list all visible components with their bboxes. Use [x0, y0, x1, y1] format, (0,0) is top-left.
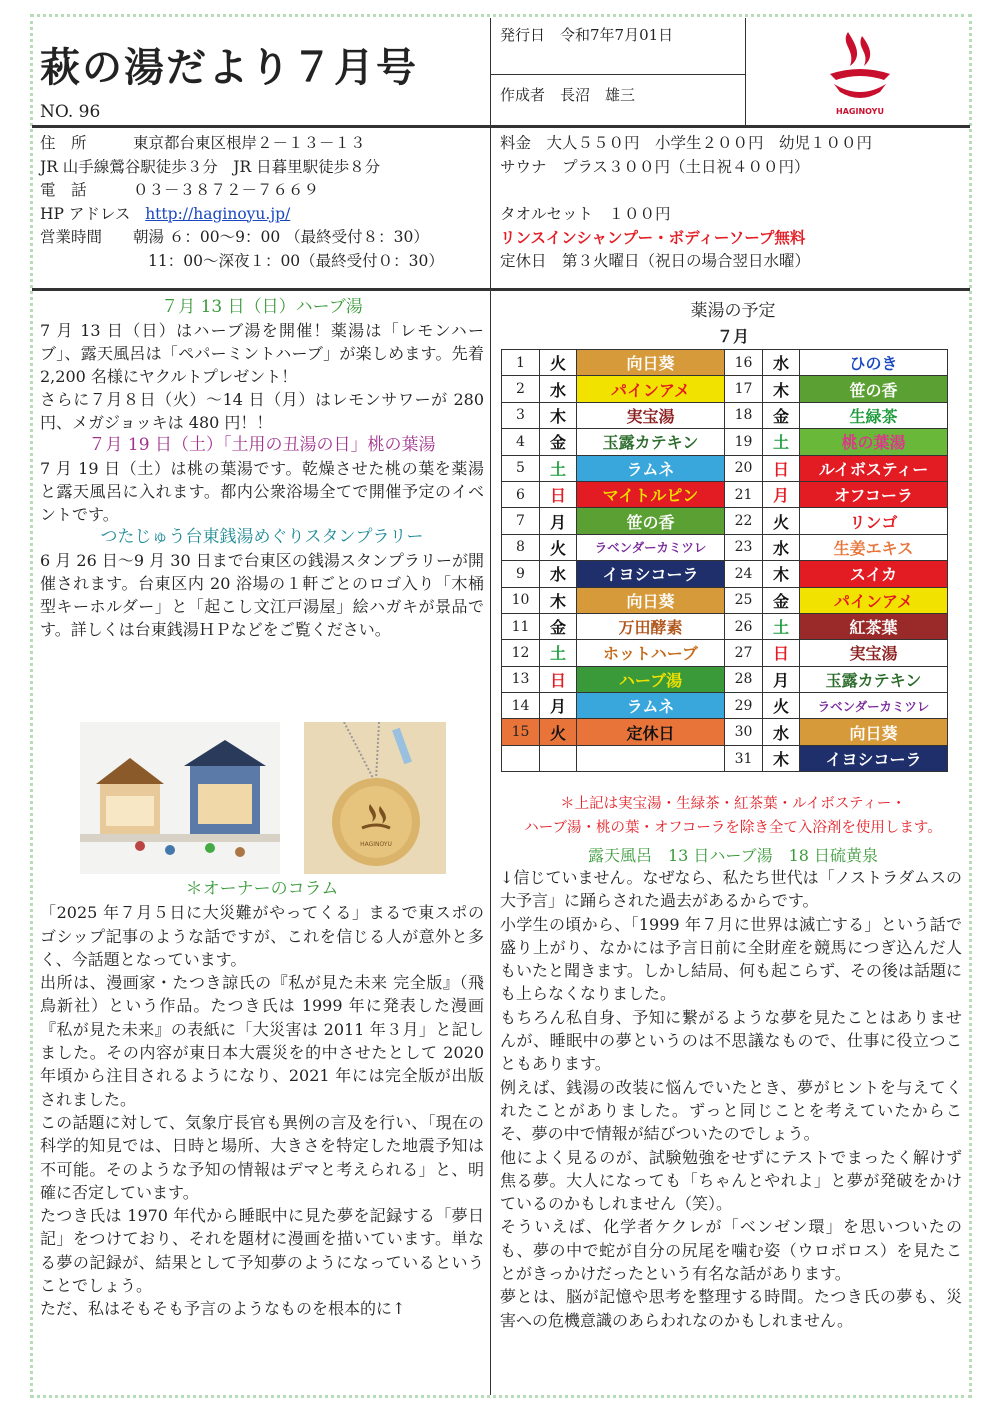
calendar-row [502, 693, 948, 719]
calendar-day-number: 15 [502, 719, 540, 745]
calendar-row [502, 429, 948, 455]
keychain-logo-text: HAGINOYU [360, 841, 392, 848]
calendar-row [502, 534, 948, 560]
calendar-row [502, 561, 948, 587]
calendar-note-2: ハーブ湯・桃の葉・オフコーラを除き全て入浴剤を使用します。 [524, 820, 942, 836]
calendar-empty-cell [502, 745, 540, 771]
newsletter-title: 萩の湯だより７月号 [40, 45, 418, 91]
column-paragraph: ↓信じていません。なぜなら、私たち世代は「ノストラダムスの大予言」に踊らされた過去があるからです。 [500, 868, 962, 911]
calendar-bath-item: ハーブ湯 [577, 666, 725, 692]
calendar-row [502, 587, 948, 613]
calendar-day-number: 11 [502, 613, 540, 639]
calendar-day-number: 20 [725, 455, 763, 481]
calendar-weekday: 金 [763, 587, 800, 613]
calendar-bath-item: 実宝湯 [577, 402, 725, 428]
column-paragraph: 小学生の頃から、「1999 年７月に世界は滅亡する」という話で盛り上がり、なかには予言日前に全財産を競馬につぎ込んだ人もいたと聞きます。しかし結局、何も起こらず、その後は話題にも上らなくなりました。 [500, 914, 962, 1004]
calendar-bath-item: 向日葵 [800, 719, 948, 745]
haginoyu-logo [820, 26, 900, 118]
calendar-bath-item: イヨシコーラ [800, 745, 948, 771]
calendar-bath-item: 玉露カテキン [800, 666, 948, 692]
calendar-bath-item: 向日葵 [577, 587, 725, 613]
holiday: 定休日 第３火曜日（祝日の場合翌日水曜） [500, 251, 811, 270]
calendar-day-number: 17 [725, 376, 763, 402]
calendar-bath-item: 紅茶葉 [800, 613, 948, 639]
calendar-row [502, 376, 948, 402]
herb-bath-text: 7 月 13 日（日）はハーブ湯を開催！薬湯は「レモンハーブ」、露天風呂は「ペパーミントハーブ」が楽しめます。先着 2,200 名様にヤクルトプレゼント！ [40, 321, 484, 386]
calendar-day-number: 22 [725, 508, 763, 534]
outdoor-bath-schedule: 露天風呂 13 日ハーブ湯 18 日硫黄泉 [587, 846, 879, 865]
calendar-day-number: 28 [725, 666, 763, 692]
calendar-day-number: 19 [725, 429, 763, 455]
calendar-row [502, 640, 948, 666]
calendar-bath-item: 生姜エキス [800, 534, 948, 560]
left-column-top [40, 296, 484, 641]
free-shampoo: リンスインシャンプー・ボディーソープ無料 [500, 228, 806, 247]
calendar-day-number: 16 [725, 350, 763, 376]
calendar-bath-item: 笹の香 [577, 508, 725, 534]
peach-leaf-heading: ７月 19 日（土）「土用の丑湯の日」桃の葉湯 [88, 435, 436, 455]
access: JR 山手線鶯谷駅徒歩３分 JR 日暮里駅徒歩８分 [40, 157, 381, 176]
column-paragraph: 出所は、漫画家・たつき諒氏の『私が見た未来 完全版』（飛鳥新社）という作品。たつき氏は 1999 年に発表した漫画『私が見た未来』の表紙に「大災害は 2011 年３月」と記しました。その内容が東日本大震災を的中させたとして 2020 年頃から注目されるようになり、2021 年には完全版が出版されました。 [40, 973, 484, 1109]
column-paragraph: 例えば、銭湯の改装に悩んでいたとき、夢がヒントを与えてくれたことがありました。ずっと同じことを考えていたからこそ、夢の中で情報が結びついたのでしょう。 [500, 1077, 962, 1144]
calendar-weekday: 月 [540, 508, 577, 534]
calendar-weekday: 火 [763, 693, 800, 719]
price: 料金 大人５５０円 小学生２００円 幼児１００円 [500, 134, 873, 152]
calendar-bath-item: 玉露カテキン [577, 429, 725, 455]
owner-column-heading: ＊オーナーのコラム [185, 879, 339, 899]
calendar-day-number: 1 [502, 350, 540, 376]
calendar-day-number: 14 [502, 693, 540, 719]
calendar-weekday: 木 [763, 376, 800, 402]
calendar-day-number: 29 [725, 693, 763, 719]
calendar-row [502, 745, 948, 771]
calendar-title: 薬湯の予定 [690, 301, 776, 321]
calendar-weekday: 金 [763, 402, 800, 428]
column-paragraph: そういえば、化学者ケクレが「ベンゼン環」を思いついたのも、夢の中で蛇が自分の尻尾を噛む姿（ウロボロス）を見たことがきっかけだったという有名な話があります。 [500, 1217, 962, 1284]
calendar-weekday: 土 [540, 640, 577, 666]
calendar-weekday: 月 [540, 693, 577, 719]
hp-label: HP アドレス [40, 204, 131, 223]
calendar-row [502, 402, 948, 428]
calendar-bath-item: ラムネ [577, 455, 725, 481]
calendar-weekday: 火 [540, 534, 577, 560]
calendar-bath-item: 実宝湯 [800, 640, 948, 666]
peach-leaf-text: 7 月 19 日（土）は桃の葉湯です。乾燥させた桃の葉を薬湯と露天風呂に入れます。都内公衆浴場全てで開催予定のイベントです。 [40, 459, 484, 524]
calendar-day-number: 27 [725, 640, 763, 666]
phone: 電 話 ０３－３８７２－７６６９ [40, 181, 320, 199]
calendar-row [502, 481, 948, 507]
calendar-row [502, 508, 948, 534]
calendar-day-number: 3 [502, 402, 540, 428]
sauna-price: サウナ プラス３００円（土日祝４００円） [500, 157, 810, 176]
calendar-empty-cell [540, 745, 577, 771]
right-column-text [500, 866, 962, 1332]
calendar-row [502, 719, 948, 745]
header-rule [32, 125, 970, 128]
calendar-bath-item: パインアメ [800, 587, 948, 613]
calendar-weekday: 日 [540, 481, 577, 507]
hp-link[interactable]: http://haginoyu.jp/ [145, 204, 291, 223]
column-divider [490, 291, 491, 1395]
calendar-bath-item: ラムネ [577, 693, 725, 719]
calendar-bath-item: ラベンダーカミツレ [577, 534, 725, 560]
herb-bath-heading: ７月 13 日（日）ハーブ湯 [161, 297, 363, 317]
calendar-day-number: 18 [725, 402, 763, 428]
address: 住 所 東京都台東区根岸２－１３－１３ [40, 134, 366, 152]
calendar-empty-cell [577, 745, 725, 771]
divider [490, 128, 491, 288]
calendar-weekday: 木 [540, 587, 577, 613]
calendar-day-number: 8 [502, 534, 540, 560]
divider [490, 74, 746, 75]
column-paragraph: たつき氏は 1970 年代から睡眠中に見た夢を記録する「夢日記」をつけており、それを題材に漫画を描いています。単なる夢の記録が、結果として予知夢のようになっているということでしょう。 [40, 1206, 484, 1296]
calendar-weekday: 土 [763, 613, 800, 639]
calendar-weekday: 木 [540, 402, 577, 428]
price-info [500, 132, 872, 273]
calendar-weekday: 日 [763, 455, 800, 481]
stamp-rally-text: 6 月 26 日～9 月 30 日まで台東区の銭湯スタンプラリーが開催されます。台東区内 20 浴場の１軒ごとのロゴ入り「木桶型キーホルダー」と「起こし文江戸湯屋」絵ハガキが景品です。詳しくは台東銭湯ＨＰなどをご覧ください。 [40, 551, 484, 639]
calendar-weekday: 火 [763, 508, 800, 534]
calendar-bath-item: 万田酵素 [577, 613, 725, 639]
calendar-day-number: 13 [502, 666, 540, 692]
towel-set: タオルセット １００円 [500, 204, 671, 223]
bath-calendar [501, 349, 948, 772]
calendar-bath-item: 定休日 [577, 719, 725, 745]
calendar-day-number: 30 [725, 719, 763, 745]
stamp-rally-heading: つたじゅう台東銭湯めぐりスタンプラリー [100, 527, 424, 547]
calendar-bath-item: 笹の香 [800, 376, 948, 402]
calendar-day-number: 10 [502, 587, 540, 613]
postcard-photo [80, 722, 280, 874]
column-paragraph: 他によく見るのが、試験勉強をせずにテストでまったく解けず焦る夢。大人になっても「ちゃんとやれよ」と夢が発破をかけているのかもしれません（笑）。 [500, 1147, 962, 1214]
calendar-weekday: 金 [540, 613, 577, 639]
info-rule [32, 288, 970, 291]
calendar-day-number: 4 [502, 429, 540, 455]
calendar-bath-item: ルイボスティー [800, 455, 948, 481]
calendar-day-number: 2 [502, 376, 540, 402]
calendar-bath-item: 向日葵 [577, 350, 725, 376]
divider [745, 18, 746, 126]
calendar-weekday: 月 [763, 666, 800, 692]
calendar-weekday: 水 [763, 719, 800, 745]
calendar-bath-item: ラベンダーカミツレ [800, 693, 948, 719]
calendar-weekday: 木 [763, 561, 800, 587]
calendar-bath-item: オフコーラ [800, 481, 948, 507]
calendar-row [502, 613, 948, 639]
hours-regular: 11：00～深夜１：00（最終受付０：30） [148, 251, 444, 270]
calendar-weekday: 月 [763, 481, 800, 507]
calendar-weekday: 土 [540, 455, 577, 481]
column-paragraph: 夢とは、脳が記憶や思考を整理する時間。たつき氏の夢も、災害への危機意識のあらわれなのかもしれません。 [500, 1287, 962, 1330]
column-paragraph: この話題に対して、気象庁長官も異例の言及を行い、「現在の科学的知見では、日時と場所、大きさを特定した地震予知は不可能。そのような予知の情報はデマと考えられる」と、明確に否定しています。 [40, 1112, 484, 1202]
column-paragraph: ただ、私はそもそも予言のようなものを根本的に↑ [40, 1299, 406, 1319]
calendar-day-number: 5 [502, 455, 540, 481]
calendar-weekday: 金 [540, 429, 577, 455]
calendar-weekday: 土 [763, 429, 800, 455]
calendar-bath-item: 生緑茶 [800, 402, 948, 428]
calendar-weekday: 水 [540, 376, 577, 402]
calendar-month: ７月 [716, 327, 749, 346]
calendar-day-number: 12 [502, 640, 540, 666]
shop-info [40, 132, 444, 273]
column-paragraph: 「2025 年７月５日に大災難がやってくる」まるで東スポのゴシップ記事のような話ですが、これを信じる人が意外と多く、今話題となっています。 [40, 903, 484, 969]
calendar-day-number: 6 [502, 481, 540, 507]
calendar-weekday: 火 [540, 350, 577, 376]
calendar-day-number: 9 [502, 561, 540, 587]
calendar-weekday: 水 [763, 534, 800, 560]
calendar-bath-item: パインアメ [577, 376, 725, 402]
calendar-weekday: 日 [540, 666, 577, 692]
calendar-bath-item: スイカ [800, 561, 948, 587]
calendar-day-number: 7 [502, 508, 540, 534]
calendar-weekday: 水 [763, 350, 800, 376]
author: 作成者 長沼 雄三 [500, 86, 636, 104]
owner-column [40, 878, 484, 1321]
calendar-day-number: 24 [725, 561, 763, 587]
keychain-photo [304, 722, 446, 874]
lemon-sour-text: さらに７月８日（火）～14 日（月）はレモンサワーが 280 円、メガジョッキは 480 円！！ [40, 390, 484, 432]
calendar-row [502, 455, 948, 481]
calendar-weekday: 日 [763, 640, 800, 666]
calendar-day-number: 23 [725, 534, 763, 560]
calendar-bath-item: 桃の葉湯 [800, 429, 948, 455]
calendar-table [501, 349, 948, 772]
calendar-weekday: 木 [763, 745, 800, 771]
calendar-row [502, 666, 948, 692]
svg-text:HAGINOYU: HAGINOYU [836, 107, 884, 116]
calendar-day-number: 21 [725, 481, 763, 507]
hours-morning: 営業時間 朝湯 ６：00～9：00 （最終受付８：30） [40, 228, 429, 246]
calendar-day-number: 25 [725, 587, 763, 613]
divider [490, 18, 491, 126]
publish-date: 発行日 令和7年7月01日 [500, 26, 674, 44]
column-paragraph: もちろん私自身、予知に繋がるような夢を見たことはありませんが、睡眠中の夢というのは不思議なもので、仕事に役立つこともあります。 [500, 1007, 962, 1074]
calendar-day-number: 26 [725, 613, 763, 639]
calendar-weekday: 水 [540, 561, 577, 587]
calendar-bath-item: ひのき [800, 350, 948, 376]
calendar-bath-item: ホットハーブ [577, 640, 725, 666]
calendar-weekday: 火 [540, 719, 577, 745]
calendar-day-number: 31 [725, 745, 763, 771]
calendar-note-1: ＊上記は実宝湯・生緑茶・紅茶葉・ルイボスティー・ [560, 796, 906, 812]
calendar-bath-item: イヨシコーラ [577, 561, 725, 587]
calendar-bath-item: マイトルピン [577, 481, 725, 507]
calendar-bath-item: リンゴ [800, 508, 948, 534]
issue-number: NO. 96 [40, 102, 101, 122]
calendar-row [502, 350, 948, 376]
